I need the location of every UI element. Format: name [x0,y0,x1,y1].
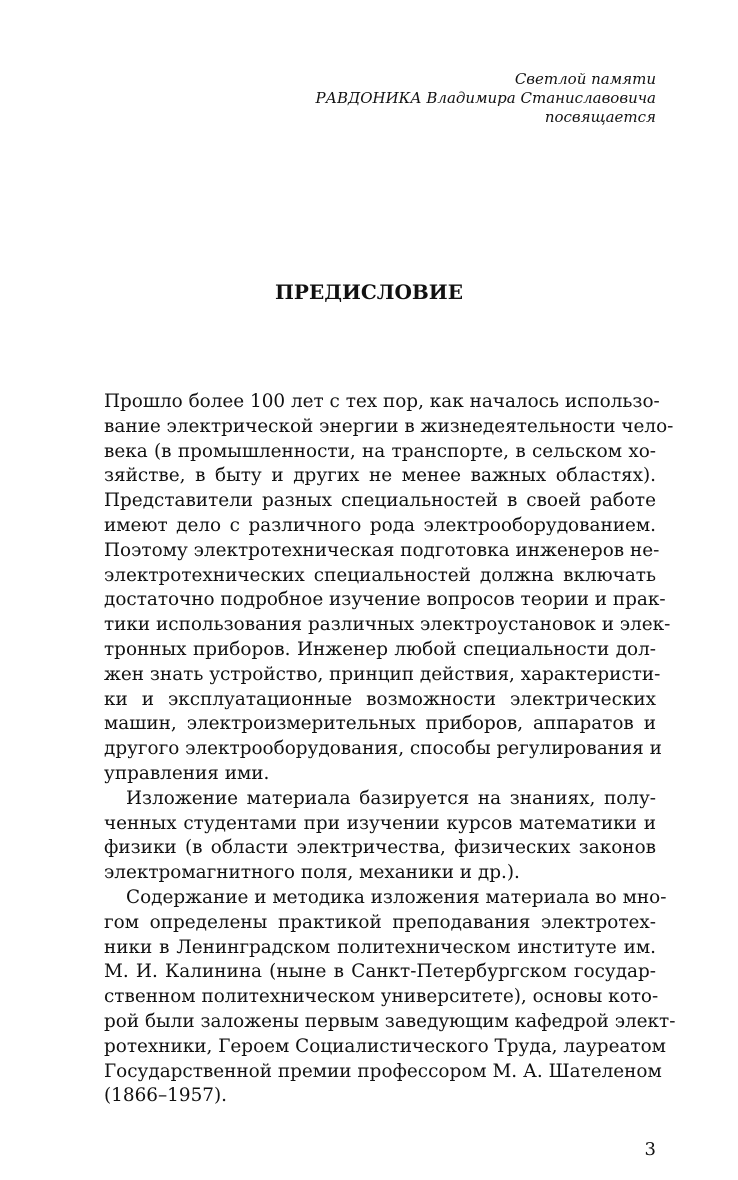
text-line: ственном политехническом университете), основы кото- [104,986,659,1008]
text-line: ники в Ленинградском политехническом институте им. [104,936,656,958]
page-title: ПРЕДИСЛОВИЕ [275,280,463,304]
text-line: Поэтому электротехническая подготовка инженеров не- [104,539,660,561]
text-line: Изложение материала базируется на знаниях, полу- [126,787,656,809]
text-line: гом определены практикой преподавания электротех- [104,911,656,933]
text-line: тронных приборов. Инженер любой специальности дол- [104,638,656,660]
text-line: Прошло более 100 лет с тех пор, как началось использо- [104,391,660,412]
text-line: управления ими. [104,762,270,784]
text-line: рой были заложены первым заведующим кафедрой элект- [104,1010,676,1032]
body-text [104,390,676,1109]
paragraph [104,390,674,787]
text-line: жен знать устройство, принцип действия, характеристи- [104,663,661,685]
text-line: машин, электроизмерительных приборов, аппаратов и [104,713,656,735]
text-line: ки и эксплуатационные возможности электрических [104,688,656,710]
text-line: другого электрооборудования, способы регулирования и [104,738,662,760]
text-line: вание электрической энергии в жизнедеятельности чело- [104,415,674,437]
text-line: века (в промышленности, на транспорте, в сельском хо- [104,440,656,462]
text-line: физики (в области электричества, физических законов [104,837,656,859]
paragraph [104,886,676,1109]
text-line: ротехники, Героем Социалистического Труда, лауреатом [104,1035,666,1057]
text-line: ченных студентами при изучении курсов математики и [104,812,656,834]
text-line: тики использования различных электроустановок и элек- [104,614,671,636]
text-line: электромагнитного поля, механики и др.). [104,862,520,884]
text-line: М. И. Калинина (ныне в Санкт-Петербургском государ- [104,961,656,983]
text-line: имеют дело с различного рода электрооборудованием. [104,514,656,536]
dedication [316,70,656,127]
dedication-line: посвящается [544,108,656,126]
paragraph [104,787,656,886]
text-line: электротехнических специальностей должна включать [104,564,656,586]
dedication-line: Светлой памяти [514,70,656,88]
text-line: Представители разных специальностей в своей работе [104,490,656,512]
text-line: (1866–1957). [104,1085,227,1107]
page-number: 3 [644,1139,656,1160]
text-line: Содержание и методика изложения материала во мно- [126,886,667,908]
dedication-line: РАВДОНИКА Владимира Станиславовича [315,89,656,107]
text-line: достаточно подробное изучение вопросов теории и прак- [104,589,666,611]
text-line: зяйстве, в быту и других не менее важных областях). [104,465,656,487]
text-line: Государственной премии профессором М. А. Шателеном [104,1060,662,1082]
